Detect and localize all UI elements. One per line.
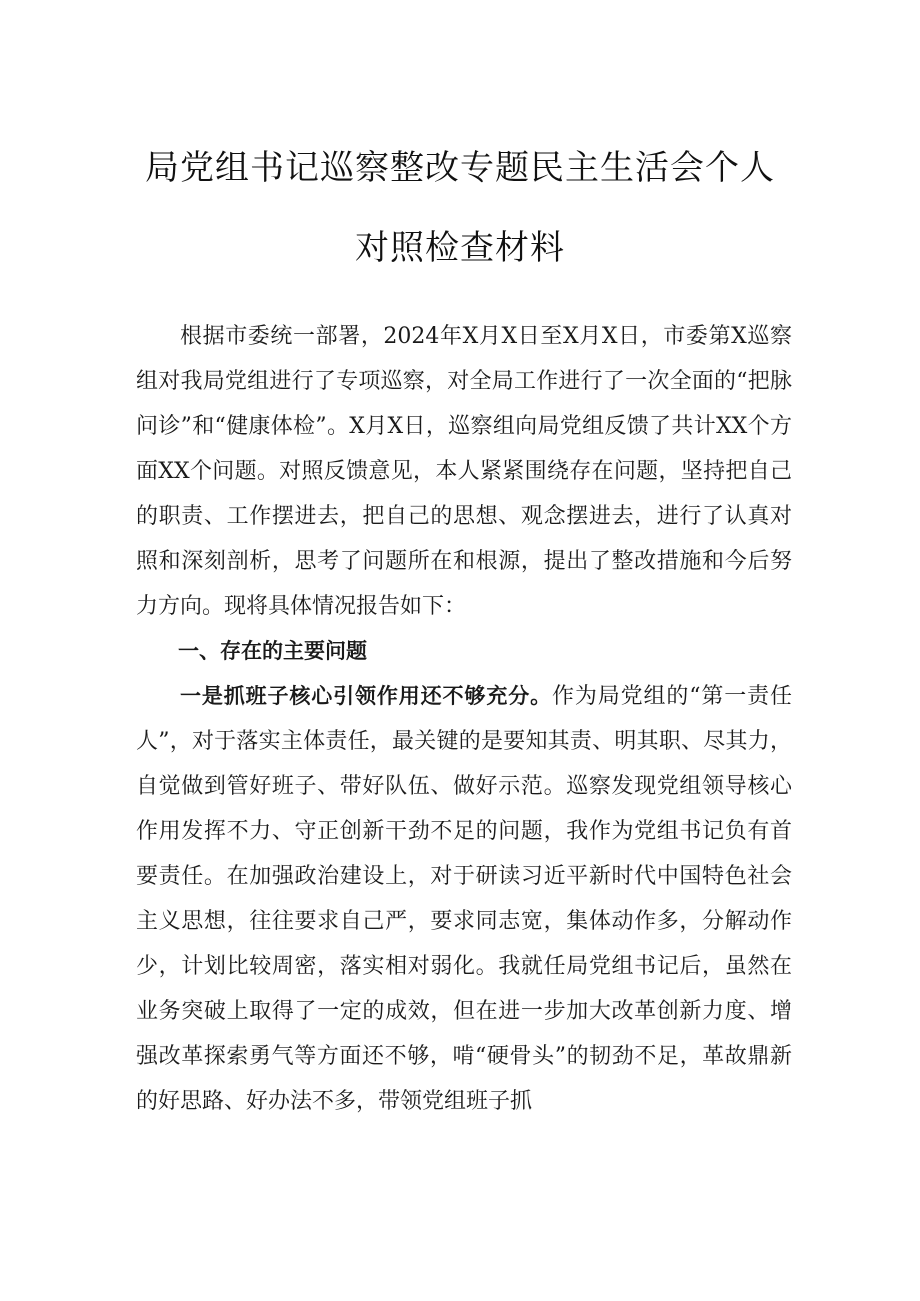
section-heading: 一、存在的主要问题: [178, 639, 367, 663]
point-body: 作为局党组的“第一责任人”，对于落实主体责任，最关键的是要知其责、明其职、尽其力，自觉做到管好班子、带好队伍、做好示范。巡察发现党组领导核心作用发挥不力、守正创新干劲不足的问题，我作为党组书记负有首要责任。在加强政治建设上，对于研读习近平新时代中国特色社会主义思想，往往要求自己严，要求同志宽，集体动作多，分解动作少，计划比较周密，落实相对弱化。我就任局党组书记后，虽然在业务突破上取得了一定的成效，但在进一步加大改革创新力度、增强改革探索勇气等方面还不够，啃“硬骨头”的韧劲不足，革故鼎新的好思路、好办法不多，带领党组班子抓: [136, 684, 792, 1114]
intro-paragraph: 根据市委统一部署，2024年X月X日至X月X日，市委第X巡察组对我局党组进行了专项巡察，对全局工作进行了一次全面的“把脉问诊”和“健康体检”。X月X日，巡察组向局党组反馈了共计XX个方面XX个问题。对照反馈意见，本人紧紧围绕存在问题，坚持把自己的职责、工作摆进去，把自己的思想、观念摆进去，进行了认真对照和深刻剖析，思考了问题所在和根源，提出了整改措施和今后努力方向。现将具体情况报告如下：: [136, 324, 792, 619]
document-title-line-1: 局党组书记巡察整改专题民主生活会个人: [145, 148, 775, 188]
point-paragraph: [136, 674, 792, 1124]
point-lead: 一是抓班子核心引领作用还不够充分。: [180, 684, 552, 708]
document-title-line-2: 对照检查材料: [355, 228, 565, 268]
document-body: [136, 314, 792, 1124]
